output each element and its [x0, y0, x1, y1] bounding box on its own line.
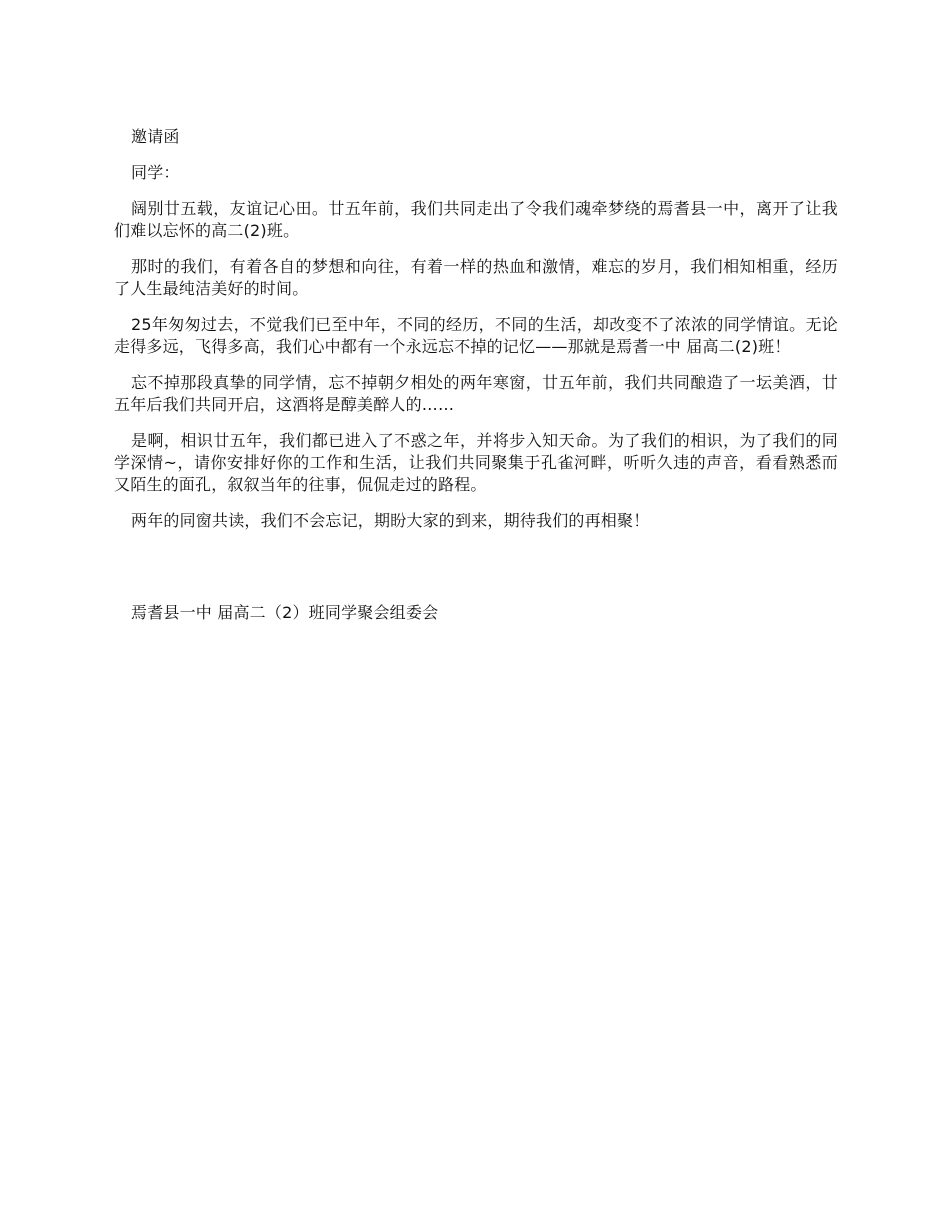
document-body — [114, 126, 838, 546]
paragraph-3: 25年匆匆过去，不觉我们已至中年，不同的经历，不同的生活，却改变不了浓浓的同学情谊。无论走得多远，飞得多高，我们心中都有一个永远忘不掉的记忆——那就是焉耆一中 届高二(2)班！ — [114, 315, 838, 356]
document-title: 邀请函 — [131, 127, 180, 146]
paragraph-2: 那时的我们，有着各自的梦想和向往，有着一样的热血和激情，难忘的岁月，我们相知相重，经历了人生最纯洁美好的时间。 — [114, 257, 838, 298]
paragraph-5: 是啊，相识廿五年，我们都已进入了不惑之年，并将步入知天命。为了我们的相识，为了我们的同学深情~，请你安排好你的工作和生活，让我们共同聚集于孔雀河畔，听听久违的声音，看看熟悉而又陌生的面孔，叙叙当年的往事，侃侃走过的路程。 — [114, 431, 838, 494]
signature: 焉耆县一中 届高二（2）班同学聚会组委会 — [131, 603, 439, 622]
paragraph-4: 忘不掉那段真挚的同学情，忘不掉朝夕相处的两年寒窗，廿五年前，我们共同酿造了一坛美酒，廿五年后我们共同开启，这酒将是醇美醉人的…… — [114, 373, 838, 414]
paragraph-1: 阔别廿五载，友谊记心田。廿五年前，我们共同走出了令我们魂牵梦绕的焉耆县一中，离开了让我们难以忘怀的高二(2)班。 — [114, 199, 838, 240]
paragraph-6: 两年的同窗共读，我们不会忘记，期盼大家的到来，期待我们的再相聚！ — [131, 511, 650, 530]
greeting: 同学： — [131, 163, 180, 182]
